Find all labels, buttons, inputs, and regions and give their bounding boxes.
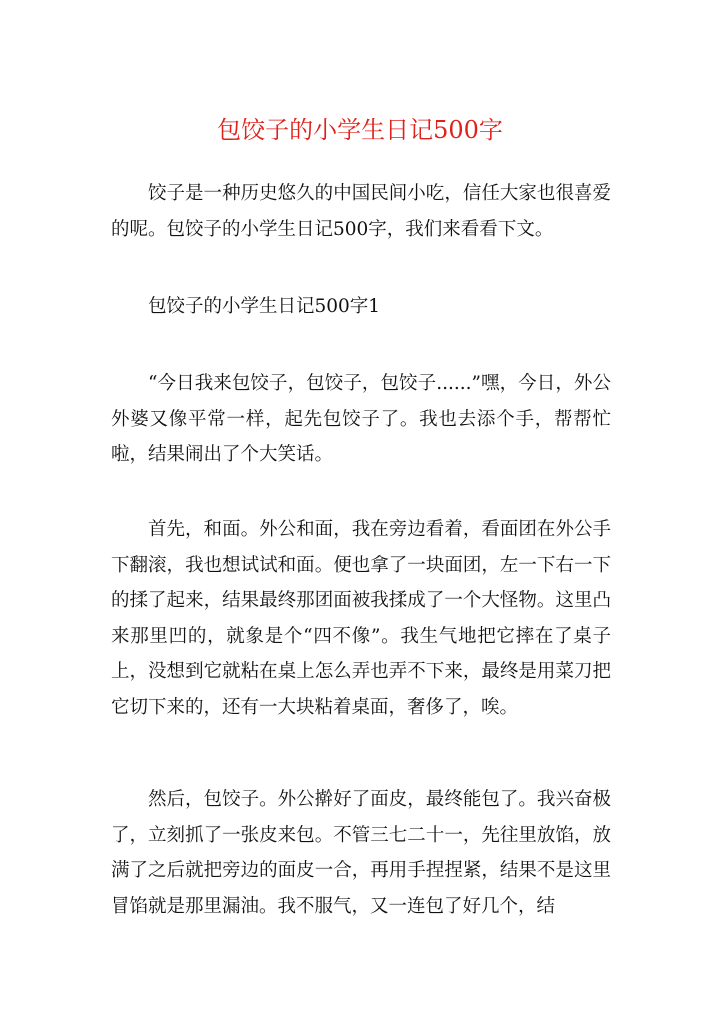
paragraph-2: 首先，和面。外公和面，我在旁边看着，看面团在外公手下翻滚，我也想试试和面。便也拿了一块面团，左一下右一下的揉了起来，结果最终那团面被我揉成了一个大怪物。这里凸来那里凹的，就象是个“四不像”。我生气地把它摔在了桌子上，没想到它就粘在桌上怎么弄也弄不下来，最终是用菜刀把它切下来的，还有一大块粘着桌面，奢侈了，唉。 xyxy=(111,519,611,718)
section-heading: 包饺子的小学生日记500字1 xyxy=(148,296,381,317)
paragraph-1: “今日我来包饺子，包饺子，包饺子......”嘿，今日，外公外婆又像平常一样，起先包饺子了。我也去添个手，帮帮忙啦，结果闹出了个大笑话。 xyxy=(111,373,611,465)
document-title: 包饺子的小学生日记500字 xyxy=(217,116,503,144)
paragraph-intro: 饺子是一种历史悠久的中国民间小吃，信任大家也很喜爱的呢。包饺子的小学生日记500字，我们来看看下文。 xyxy=(111,183,611,240)
paragraph-3: 然后，包饺子。外公擀好了面皮，最终能包了。我兴奋极了，立刻抓了一张皮来包。不管三七二十一，先往里放馅，放满了之后就把旁边的面皮一合，再用手捏捏紧，结果不是这里冒馅就是那里漏油。我不服气，又一连包了好几个，结 xyxy=(111,789,611,917)
